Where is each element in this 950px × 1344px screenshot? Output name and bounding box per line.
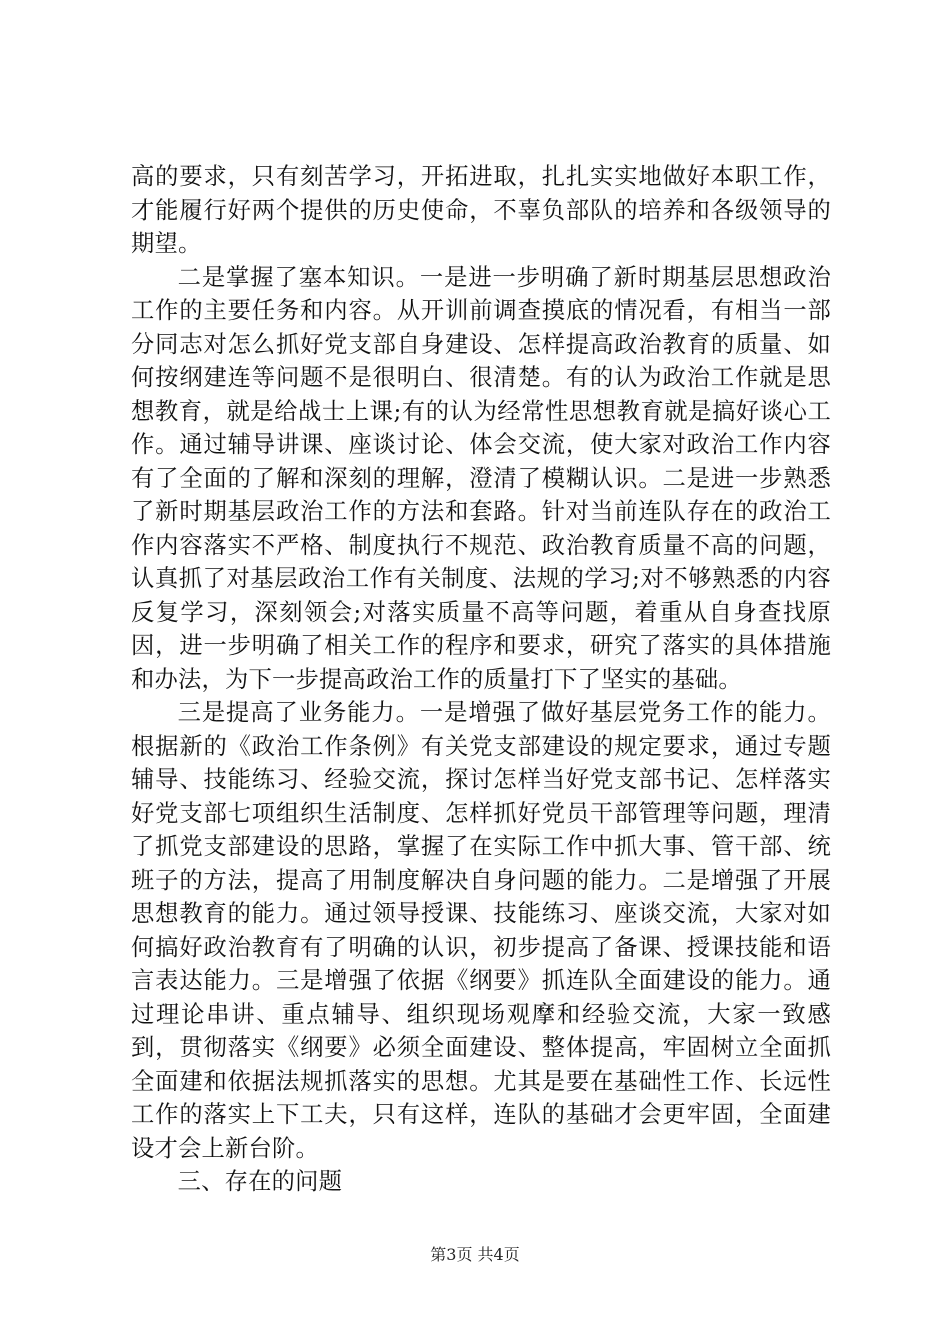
paragraph-business-ability: 三是提高了业务能力。一是增强了做好基层党务工作的能力。根据新的《政治工作条例》有关党支部建设的规定要求，通过专题辅导、技能练习、经验交流，探讨怎样当好党支部书记、怎样落实好党支部七项组织生活制度、怎样抓好党员干部管理等问题，理清了抓党支部建设的思路，掌握了在实际工作中抓大事、管干部、统班子的方法，提高了用制度解决自身问题的能力。二是增强了开展思想教育的能力。通过领导授课、技能练习、座谈交流，大家对如何搞好政治教育有了明确的认识，初步提高了备课、授课技能和语言表达能力。三是增强了依据《纲要》抓连队全面建设的能力。通过理论串讲、重点辅导、组织现场观摩和经验交流，大家一致感到，贯彻落实《纲要》必须全面建设、整体提高，牢固树立全面抓全面建和依据法规抓落实的思想。尤其是要在基础性工作、长远性工作的落实上下工夫，只有这样，连队的基础才会更牢固，全面建设才会上新台阶。	[131, 699, 831, 1162]
page-footer: 第3页 共4页	[430, 1245, 520, 1264]
section-heading-existing-problems: 三、存在的问题	[177, 1168, 343, 1195]
paragraph-continuation: 高的要求，只有刻苦学习，开拓进取，扎扎实实地做好本职工作，才能履行好两个提供的历史使命，不辜负部队的培养和各级领导的期望。	[131, 163, 831, 257]
paragraph-basic-knowledge: 二是掌握了塞本知识。一是进一步明确了新时期基层思想政治工作的主要任务和内容。从开训前调查摸底的情况看，有相当一部分同志对怎么抓好党支部自身建设、怎样提高政治教育的质量、如何按纲建连等问题不是很明白、很清楚。有的认为政治工作就是思想教育，就是给战士上课;有的认为经常性思想教育就是搞好谈心工作。通过辅导讲课、座谈讨论、体会交流，使大家对政治工作内容有了全面的了解和深刻的理解，澄清了模糊认识。二是进一步熟悉了新时期基层政治工作的方法和套路。针对当前连队存在的政治工作内容落实不严格、制度执行不规范、政治教育质量不高的问题，认真抓了对基层政治工作有关制度、法规的学习;对不够熟悉的内容反复学习，深刻领会;对落实质量不高等问题，着重从自身查找原因，进一步明确了相关工作的程序和要求，研究了落实的具体措施和办法，为下一步提高政治工作的质量打下了坚实的基础。	[131, 263, 831, 693]
document-body	[131, 160, 831, 1199]
